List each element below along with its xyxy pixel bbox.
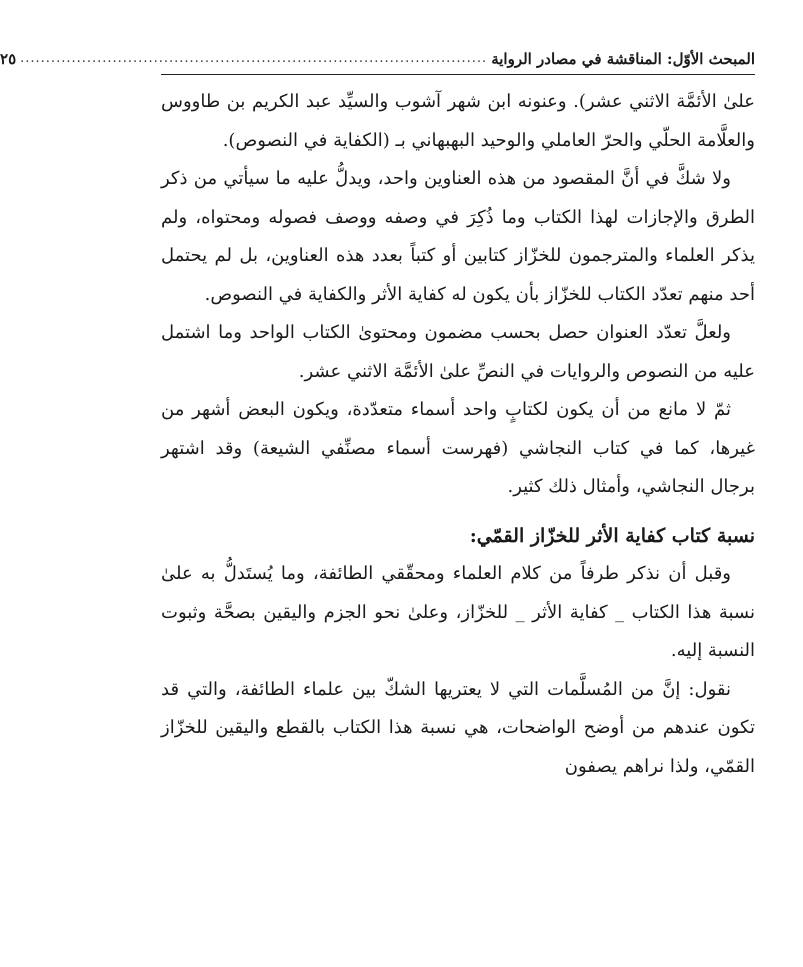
chapter-title: المبحث الأوّل: المناقشة في مصادر الرواية [491, 50, 755, 68]
paragraph: نقول: إنَّ من المُسلَّمات التي لا يعتريها الشكّ بين علماء الطائفة، والتي قد تكون عندهم من أوضح الواضحات، هي نسبة هذا الكتاب بالقطع واليقين للخزّاز القمّي، ولذا نراهم يصفون [161, 678, 755, 777]
paragraph: علىٰ الأئمَّة الاثني عشر). وعنونه ابن شهر آشوب والسيِّد عبد الكريم بن طاووس والعلَّامة الحلّي والحرّ العاملي والوحيد البهبهاني بـ (الكفاية في النصوص). [161, 91, 755, 151]
page-number: ٢٥ [0, 50, 17, 68]
section-heading: نسبة كتاب كفاية الأثر للخزّاز القمّي: [469, 524, 755, 547]
book-page [0, 40, 755, 786]
paragraph: ثمّ لا مانع من أن يكون لكتابٍ واحد أسماء متعدّدة، ويكون البعض أشهر من غيرها، كما في كتاب النجاشي (فهرست أسماء مصنِّفي الشيعة) وقد اشتهر برجال النجاشي، وأمثال ذلك كثير. [161, 399, 755, 497]
paragraph: ولعلَّ تعدّد العنوان حصل بحسب مضمون ومحتوىٰ الكتاب الواحد وما اشتمل عليه من النصوص والروايات في النصِّ علىٰ الأئمَّة الاثني عشر. [161, 322, 755, 382]
running-header [0, 40, 755, 70]
leader-dots: ........................................................................................... [20, 51, 488, 66]
page-body [161, 83, 755, 786]
paragraph: وقبل أن نذكر طرفاً من كلام العلماء ومحقّقي الطائفة، وما يُستَدلُّ به علىٰ نسبة هذا الكتاب _ كفاية الأثر _ للخزّاز، وعلىٰ نحو الجزم واليقين بصحَّة وثبوت النسبة إليه. [161, 563, 755, 661]
header-divider [161, 74, 755, 75]
paragraph: ولا شكَّ في أنَّ المقصود من هذه العناوين واحد، ويدلُّ عليه ما سيأتي من ذكر الطرق والإجازات لهذا الكتاب وما ذُكِرَ في وصفه ووصف فصوله ومحتواه، ولم يذكر العلماء والمترجمون للخزّاز كتابين أو كتباً بعدد هذه العناوين، بل لم يحتمل أحد منهم تعدّد الكتاب للخزّاز بأن يكون له كفاية الأثر والكفاية في النصوص. [161, 168, 755, 305]
